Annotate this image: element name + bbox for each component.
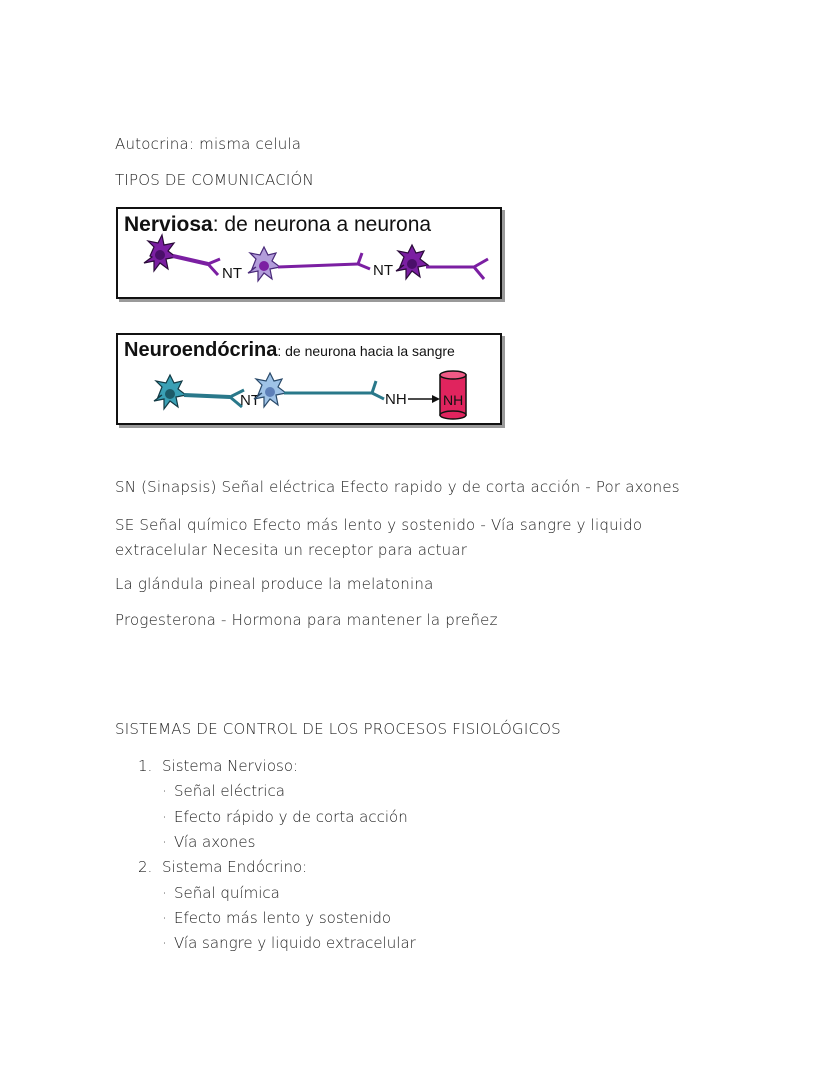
heading-sistemas-control: SISTEMAS DE CONTROL DE LOS PROCESOS FISIOLÓGICOS [115,720,561,738]
list-label: Sistema Endócrino: [162,858,308,876]
sub-item [162,934,416,952]
figure-neuroendocrina-title-bold: Neuroendócrina [124,339,278,361]
neuron-a-icon [154,375,244,409]
sub-item [162,909,391,927]
figure-neuroendocrina-diagram [118,335,504,427]
list-label: Sistema Nervioso: [162,757,299,775]
bullet-icon: · [162,909,167,927]
vessel-label: NH [443,392,464,408]
bullet-icon: · [162,934,167,952]
list-number: 2. [138,858,153,876]
nt-label-1: NT [222,265,242,282]
paragraph-se: SE Señal químico Efecto más lento y sostenido - Vía sangre y liquido extracelular Necesita un receptor para actuar [115,516,643,559]
figure-nerviosa-title-rest: : de neurona a neurona [212,213,432,236]
paragraph-progesterona: Progesterona - Hormona para mantener la preñez [115,611,498,629]
sub-item-text: Vía sangre y liquido extracelular [174,934,416,952]
list-item-sistema-endocrino [138,858,307,876]
figure-neuroendocrina-title-rest: : de neurona hacia la sangre [277,343,455,359]
bullet-icon: · [162,833,167,851]
figure-nerviosa [116,207,502,299]
neuron-1-icon [144,235,220,275]
bullet-icon: · [162,884,167,902]
arrow-icon [408,395,440,403]
list-item-sistema-nervioso [138,757,298,775]
neuron-3-icon [396,245,488,279]
paragraph-pineal: La glándula pineal produce la melatonina [115,575,434,593]
neuron-b-icon [254,373,384,407]
nh-label: NH [385,391,407,408]
sub-item-text: Vía axones [174,833,256,851]
figure-neuroendocrina [116,333,502,425]
bullet-icon: · [162,808,167,826]
sub-item-text: Efecto más lento y sostenido [174,909,392,927]
autocrina-line: Autocrina: misma celula [115,135,302,153]
sub-item-text: Efecto rápido y de corta acción [174,808,408,826]
list-number: 1. [138,757,153,775]
figure-nerviosa-diagram [118,209,504,301]
neuron-2-icon [248,247,370,281]
sub-item [162,782,285,800]
bullet-icon: · [162,782,167,800]
sub-item-text: Señal química [174,884,280,902]
sub-item [162,808,408,826]
heading-tipos-comunicacion: TIPOS DE COMUNICACIÓN [115,171,314,189]
sub-item [162,884,280,902]
sub-item-text: Señal eléctrica [174,782,285,800]
nt-label-2: NT [373,262,393,279]
figure-nerviosa-title-bold: Nerviosa [124,213,213,236]
nt-label: NT [240,392,260,409]
sub-item [162,833,255,851]
paragraph-sn: SN (Sinapsis) Señal eléctrica Efecto rapido y de corta acción - Por axones [115,478,680,496]
